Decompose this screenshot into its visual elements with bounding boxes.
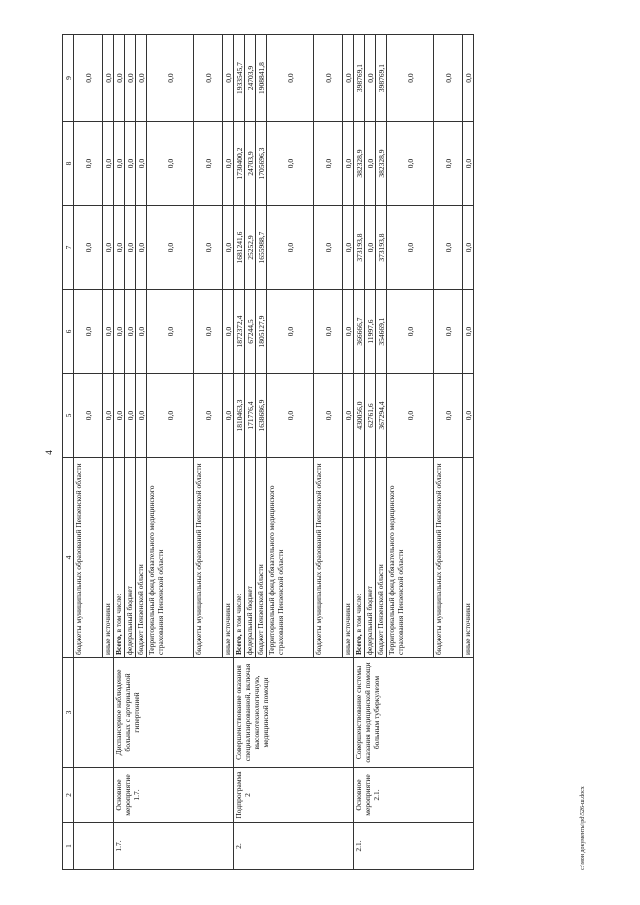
item-code-cell: 2.1.	[354, 823, 474, 870]
amount-cell: 1908841,8	[256, 35, 267, 122]
amount-cell: 0,0	[125, 122, 136, 206]
column-header: 2	[63, 768, 74, 823]
amount-cell: 0,0	[463, 206, 474, 290]
amount-cell: 1730400,2	[234, 122, 245, 206]
funding-source-cell: бюджет Пензенской области	[376, 458, 387, 658]
amount-cell: 0,0	[194, 35, 223, 122]
funding-source-cell: иные источники	[223, 458, 234, 658]
amount-cell: 373193,8	[354, 206, 365, 290]
amount-cell: 0,0	[74, 35, 103, 122]
item-code-cell: 2.	[234, 823, 354, 870]
amount-cell: 1681241,6	[234, 206, 245, 290]
amount-cell: 0,0	[223, 290, 234, 374]
amount-cell: 0,0	[136, 206, 147, 290]
amount-cell: 0,0	[314, 206, 343, 290]
funding-source-cell: бюджеты муниципальных образований Пензенской области	[314, 458, 343, 658]
amount-cell: 0,0	[314, 122, 343, 206]
amount-cell: 0,0	[434, 35, 463, 122]
amount-cell: 0,0	[103, 374, 114, 458]
amount-cell: 0,0	[267, 122, 314, 206]
amount-cell: 0,0	[147, 35, 194, 122]
amount-cell: 0,0	[103, 206, 114, 290]
funding-table	[62, 34, 474, 870]
funding-source-cell: иные источники	[463, 458, 474, 658]
amount-cell: 1638686,9	[256, 374, 267, 458]
amount-cell: 171776,4	[245, 374, 256, 458]
total-label: Всего,	[354, 634, 363, 655]
amount-cell: 0,0	[147, 290, 194, 374]
amount-cell: 0,0	[365, 122, 376, 206]
amount-cell: 382328,9	[376, 122, 387, 206]
amount-cell: 1805127,9	[256, 290, 267, 374]
amount-cell: 0,0	[463, 290, 474, 374]
amount-cell: 0,0	[125, 374, 136, 458]
amount-cell: 0,0	[223, 374, 234, 458]
item-name-cell: Основное мероприятие 1.7.	[114, 768, 234, 823]
funding-source-cell: Территориальный фонд обязательного медицинского страхования Пензенской области	[387, 458, 434, 658]
amount-cell: 1933545,7	[234, 35, 245, 122]
amount-cell: 0,0	[136, 122, 147, 206]
table-row	[354, 35, 365, 870]
amount-cell: 0,0	[387, 374, 434, 458]
amount-cell: 0,0	[343, 122, 354, 206]
amount-cell: 0,0	[136, 35, 147, 122]
amount-cell: 0,0	[136, 290, 147, 374]
amount-cell: 0,0	[114, 206, 125, 290]
amount-cell: 0,0	[74, 290, 103, 374]
amount-cell: 0,0	[267, 290, 314, 374]
item-name-cell	[74, 768, 114, 823]
amount-cell: 24703,9	[245, 35, 256, 122]
item-description-cell: Совершенствование системы оказания медицинской помощи больным туберкулезом	[354, 658, 474, 768]
amount-cell: 0,0	[74, 122, 103, 206]
amount-cell: 0,0	[114, 290, 125, 374]
item-name-cell: Основное мероприятие 2.1.	[354, 768, 474, 823]
funding-source-cell	[234, 458, 245, 658]
amount-cell: 0,0	[114, 35, 125, 122]
funding-source-cell: бюджет Пензенской области	[256, 458, 267, 658]
amount-cell: 0,0	[147, 374, 194, 458]
amount-cell: 0,0	[343, 290, 354, 374]
item-name-cell: Подпрограмма 2	[234, 768, 354, 823]
amount-cell: 0,0	[267, 206, 314, 290]
funding-source-cell: бюджеты муниципальных образований Пензенской области	[434, 458, 463, 658]
amount-cell: 0,0	[114, 122, 125, 206]
funding-source-cell: Территориальный фонд обязательного медицинского страхования Пензенской области	[147, 458, 194, 658]
amount-cell: 0,0	[267, 35, 314, 122]
amount-cell: 0,0	[434, 290, 463, 374]
amount-cell: 398769,1	[354, 35, 365, 122]
amount-cell: 0,0	[136, 374, 147, 458]
amount-cell: 1655988,7	[256, 206, 267, 290]
total-label: Всего,	[234, 634, 243, 655]
amount-cell: 0,0	[343, 374, 354, 458]
amount-cell: 25252,9	[245, 206, 256, 290]
amount-cell: 11997,6	[365, 290, 376, 374]
amount-cell: 0,0	[223, 35, 234, 122]
amount-cell: 0,0	[194, 374, 223, 458]
amount-cell: 0,0	[463, 122, 474, 206]
amount-cell: 1872372,4	[234, 290, 245, 374]
amount-cell: 430056,0	[354, 374, 365, 458]
amount-cell: 373193,8	[376, 206, 387, 290]
amount-cell: 0,0	[343, 35, 354, 122]
column-header: 8	[63, 122, 74, 206]
column-header: 9	[63, 35, 74, 122]
item-code-cell	[74, 823, 114, 870]
amount-cell: 0,0	[125, 290, 136, 374]
amount-cell: 67244,5	[245, 290, 256, 374]
total-label-rest: в том числе:	[234, 593, 243, 635]
amount-cell: 0,0	[103, 35, 114, 122]
amount-cell: 1810463,3	[234, 374, 245, 458]
table-row	[114, 35, 125, 870]
total-label-rest: в том числе:	[354, 593, 363, 635]
amount-cell: 0,0	[114, 374, 125, 458]
amount-cell: 354669,1	[376, 290, 387, 374]
column-header: 7	[63, 206, 74, 290]
amount-cell: 0,0	[387, 290, 434, 374]
column-header: 4	[63, 458, 74, 658]
amount-cell: 0,0	[314, 35, 343, 122]
funding-source-cell	[354, 458, 365, 658]
amount-cell: 62761,6	[365, 374, 376, 458]
amount-cell: 0,0	[434, 374, 463, 458]
amount-cell: 0,0	[387, 35, 434, 122]
amount-cell: 0,0	[434, 206, 463, 290]
amount-cell: 398769,1	[376, 35, 387, 122]
amount-cell: 0,0	[267, 374, 314, 458]
amount-cell: 0,0	[365, 35, 376, 122]
item-description-cell	[74, 658, 114, 768]
amount-cell: 382328,9	[354, 122, 365, 206]
amount-cell: 1705696,3	[256, 122, 267, 206]
amount-cell: 0,0	[223, 122, 234, 206]
amount-cell: 0,0	[147, 206, 194, 290]
funding-source-cell: Территориальный фонд обязательного медицинского страхования Пензенской области	[267, 458, 314, 658]
amount-cell: 0,0	[314, 374, 343, 458]
amount-cell: 0,0	[223, 206, 234, 290]
total-label: Всего,	[114, 634, 123, 655]
amount-cell: 0,0	[194, 206, 223, 290]
funding-source-cell: федеральный бюджет	[125, 458, 136, 658]
amount-cell: 0,0	[74, 374, 103, 458]
amount-cell: 0,0	[194, 290, 223, 374]
column-number-row	[63, 35, 74, 870]
amount-cell: 366666,7	[354, 290, 365, 374]
amount-cell: 0,0	[314, 290, 343, 374]
column-header: 3	[63, 658, 74, 768]
amount-cell: 0,0	[74, 206, 103, 290]
amount-cell: 0,0	[463, 374, 474, 458]
funding-source-cell: бюджеты муниципальных образований Пензенской области	[74, 458, 103, 658]
funding-source-cell: федеральный бюджет	[245, 458, 256, 658]
funding-source-cell: иные источники	[343, 458, 354, 658]
item-code-cell: 1.7.	[114, 823, 234, 870]
total-label-rest: в том числе:	[114, 593, 123, 635]
amount-cell: 0,0	[343, 206, 354, 290]
table-row	[234, 35, 245, 870]
amount-cell: 0,0	[103, 122, 114, 206]
column-header: 5	[63, 374, 74, 458]
amount-cell: 0,0	[147, 122, 194, 206]
funding-source-cell	[114, 458, 125, 658]
item-description-cell: Совершенствование оказания специализированной, включая высокотехнологичную, медицинской помощи	[234, 658, 354, 768]
column-header: 1	[63, 823, 74, 870]
table-row	[74, 35, 103, 870]
funding-source-cell: иные источники	[103, 458, 114, 658]
item-description-cell: Диспансерное наблюдение больных с артериальной гипертонией	[114, 658, 234, 768]
amount-cell: 0,0	[194, 122, 223, 206]
amount-cell: 0,0	[387, 122, 434, 206]
funding-source-cell: бюджеты муниципальных образований Пензенской области	[194, 458, 223, 658]
amount-cell: 0,0	[103, 290, 114, 374]
amount-cell: 0,0	[434, 122, 463, 206]
file-path-footer: c:\мои документы\pd\526-ш.docx	[580, 786, 586, 870]
funding-source-cell: федеральный бюджет	[365, 458, 376, 658]
amount-cell: 0,0	[125, 35, 136, 122]
page-number: 4	[44, 450, 54, 455]
amount-cell: 0,0	[463, 35, 474, 122]
amount-cell: 24703,9	[245, 122, 256, 206]
amount-cell: 0,0	[387, 206, 434, 290]
amount-cell: 367294,4	[376, 374, 387, 458]
amount-cell: 0,0	[365, 206, 376, 290]
funding-source-cell: бюджет Пензенской области	[136, 458, 147, 658]
amount-cell: 0,0	[125, 206, 136, 290]
column-header: 6	[63, 290, 74, 374]
